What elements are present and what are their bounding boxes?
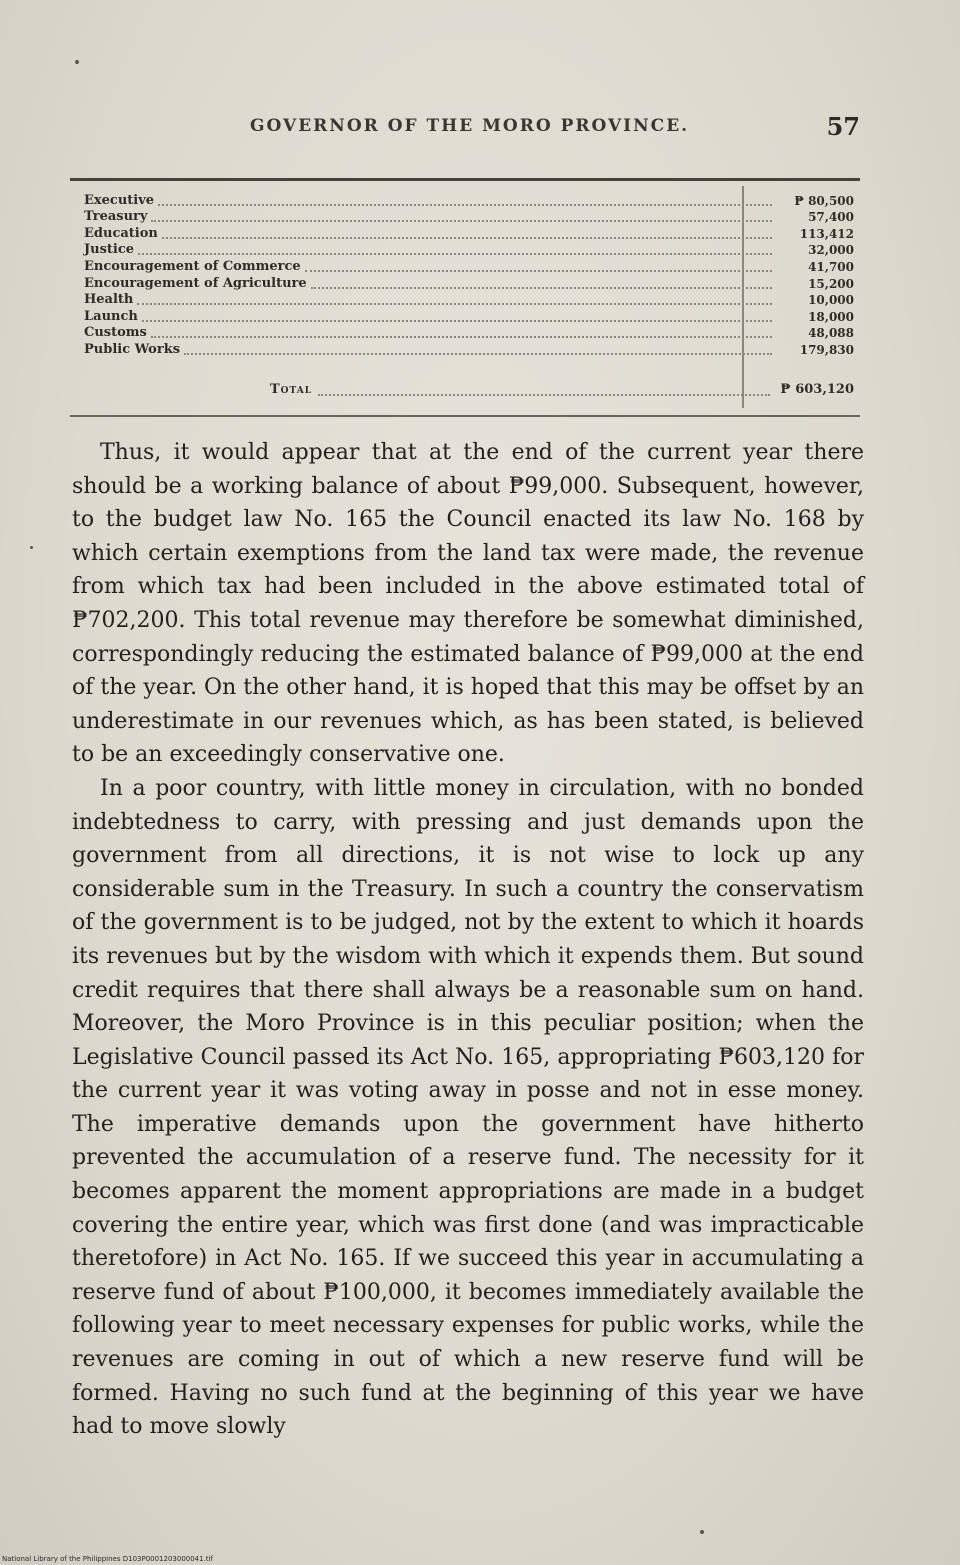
row-label: Encouragement of Agriculture xyxy=(84,275,307,291)
table-row xyxy=(84,258,854,275)
row-label: Customs xyxy=(84,325,147,341)
row-label: Public Works xyxy=(84,341,181,357)
dot-leader xyxy=(311,277,772,289)
source-note: National Library of the Philippines D103P0001203000041.tif xyxy=(2,1555,213,1563)
row-amount: 18,000 xyxy=(808,309,854,324)
row-amount: 57,400 xyxy=(808,210,854,225)
dot-leader xyxy=(305,260,772,272)
total-label: Total xyxy=(270,382,313,397)
row-amount: 113,412 xyxy=(799,226,854,241)
row-label: Education xyxy=(84,225,158,241)
dot-leader xyxy=(151,326,772,338)
table-top-rule xyxy=(70,178,860,181)
row-label: Encouragement of Commerce xyxy=(84,258,301,274)
total-amount: ₱ 603,120 xyxy=(780,382,854,397)
scan-speck xyxy=(75,60,79,64)
table-row xyxy=(84,192,854,209)
row-label: Justice xyxy=(84,242,135,258)
table-row xyxy=(84,292,854,309)
row-amount: 32,000 xyxy=(808,243,854,258)
row-label: Executive xyxy=(84,192,155,208)
dot-leader xyxy=(184,343,772,355)
row-label: Treasury xyxy=(84,209,148,225)
table-row xyxy=(84,325,854,342)
dot-leader xyxy=(138,243,772,255)
dot-leader xyxy=(162,227,772,239)
table-row xyxy=(84,225,854,242)
table-row xyxy=(84,275,854,292)
paragraph: In a poor country, with little money in circulation, with no bonded indebtedness to carry, with pressing and just demands upon the government from all directions, it is not wise to lock up any considerable sum in the Treasury. In such a country the conservatism of the government is to be judged, not by the extent to which it hoards its revenues but by the wisdom with which it expends them. But sound credit requires that there shall always be a reasonable sum on hand. Moreover, the Moro Province is in this peculiar position; when the Legislative Council passed its Act No. 165, appropriating ₱603,120 for the current year it was voting away in posse and not in esse money. The imperative demands upon the government have hitherto prevented the accumulation of a reserve fund. The necessity for it becomes apparent the moment appropriations are made in a budget covering the entire year, which was first done (and was impracticable theretofore) in Act No. 165. If we succeed this year in accumulating a reserve fund of about ₱100,000, it becomes immediately available the following year to meet necessary expenses for public works, while the revenues are coming in out of which a new reserve fund will be formed. Having no such fund at the beginning of this year we have had to move slowly xyxy=(72,775,864,1440)
row-amount: 179,830 xyxy=(799,342,854,357)
table-row xyxy=(84,209,854,226)
table-row xyxy=(84,242,854,259)
row-amount: 48,088 xyxy=(808,326,854,341)
running-header xyxy=(70,112,870,146)
total-row xyxy=(84,382,854,397)
row-amount: 41,700 xyxy=(808,259,854,274)
body-text xyxy=(72,436,864,1444)
dot-leader xyxy=(142,310,772,322)
table-row xyxy=(84,308,854,325)
row-label: Launch xyxy=(84,308,138,324)
header-title: GOVERNOR OF THE MORO PROVINCE. xyxy=(250,116,690,136)
page-number: 57 xyxy=(826,112,860,141)
row-amount: 15,200 xyxy=(808,276,854,291)
row-amount: 10,000 xyxy=(808,293,854,308)
table-row xyxy=(84,341,854,358)
scan-speck xyxy=(30,546,33,549)
table-bottom-rule xyxy=(70,415,860,417)
row-amount: ₱ 80,500 xyxy=(794,193,854,208)
dot-leader xyxy=(137,293,772,305)
appropriations-table xyxy=(84,192,854,358)
paragraph: Thus, it would appear that at the end of the current year there should be a working balance of about ₱99,000. Subsequent, however, to the budget law No. 165 the Council enacted its law No. 168 by which certain exemptions from the land tax were made, the revenue from which tax had been included in the above estimated total of ₱702,200. This total revenue may therefore be somewhat diminished, correspondingly reducing the estimated balance of ₱99,000 at the end of the year. On the other hand, it is hoped that this may be offset by an underestimate in our revenues which, as has been stated, is believed to be an exceedingly conservative one. xyxy=(72,440,864,768)
dot-leader xyxy=(151,210,772,222)
dot-leader xyxy=(158,194,772,206)
scan-speck xyxy=(700,1530,704,1534)
dot-leader xyxy=(318,384,770,396)
row-label: Health xyxy=(84,292,134,308)
